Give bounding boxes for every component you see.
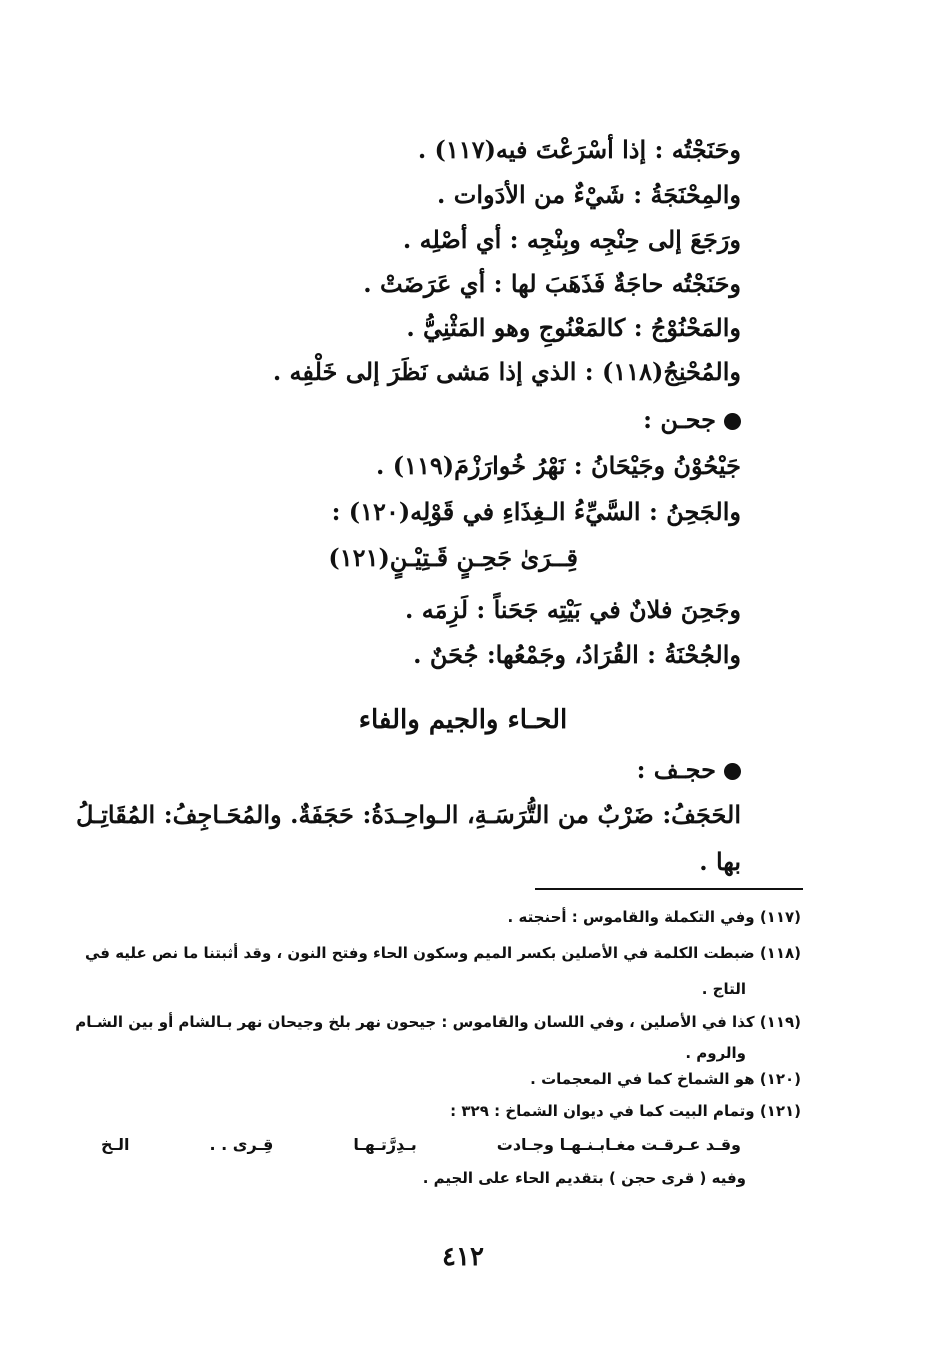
root-heading-hjf xyxy=(637,752,741,788)
verse-part: قِـرى . . xyxy=(209,1135,274,1154)
bullet-icon xyxy=(724,763,741,780)
entry-line: والجَحِنُ : السَّيِّءُ الـغِذَاءِ في قَوْلِه(١٢٠) : xyxy=(331,497,741,526)
entry-line: ورَجَعَ إلى حِنْجِه وبِنْجِه : أي أصْلِه . xyxy=(402,225,741,254)
verse-part: الـخ xyxy=(101,1135,130,1154)
entry-line-justified: الحَجَفُ: ضَرْبٌ من التُّرَسَـةِ، الـواحِـدَةُ: حَجَفَةٌ. والمُحَـاجِفُ: المُقَاتِـلُ xyxy=(76,800,741,829)
poetry-line: قِــرَىٰ جَحِـنٍ قَـتِيْـنٍ(١٢١) xyxy=(328,543,578,572)
entry-line: وحَنَجْتُه حاجَةٌ فَذَهَبَ لها : أي عَرَضَتْ . xyxy=(363,269,741,298)
footnote-continuation: التاج . xyxy=(701,980,746,998)
root-heading-label: جحـن : xyxy=(643,405,716,434)
footnote: (١١٨) ضبطت الكلمة في الأصلين بكسر الميم وسكون الحاء وفتح النون ، وقد أثبتنا ما نص عليه في xyxy=(84,944,801,962)
verse-part: بـدِرَّتـهـا xyxy=(353,1135,417,1154)
entry-line: والجُحْنَةُ : القُرَادُ، وجَمْعُها: جُحَنٌ . xyxy=(413,640,741,669)
footnote: (١٢٠) هو الشماخ كما في المعجمات . xyxy=(530,1070,801,1088)
footnote-verse xyxy=(101,1133,741,1157)
entry-line: والمَحْنُوْجُ : كالمَعْنُوجِ وهو المَثْنِيُّ . xyxy=(406,313,741,342)
root-heading-jhn xyxy=(643,402,741,438)
footnote: وفيه ( قرى حجن ) بتقديم الحاء على الجيم . xyxy=(422,1169,746,1187)
footnote-continuation: والروم . xyxy=(685,1044,746,1062)
footnote: (١١٩) كذا في الأصلين ، وفي اللسان والقاموس : جيحون نهر بلخ وجيحان نهر بـالشام أو بين الشـام xyxy=(75,1013,801,1031)
section-title: الحـاء والجيم والفاء xyxy=(358,705,568,735)
entry-line: بها . xyxy=(699,847,741,876)
bullet-icon xyxy=(724,413,741,430)
footnote-separator xyxy=(535,888,803,890)
root-heading-label: حجـف : xyxy=(636,755,716,784)
footnote: (١١٧) وفي التكملة والقاموس : أحنجته . xyxy=(507,908,801,926)
entry-line: والمِحْنَجَةُ : شَيْءٌ من الأدَوات . xyxy=(437,180,741,209)
entry-line: وجَحِنَ فلانٌ في بَيْتِه جَحَناً : لَزِمَه . xyxy=(405,595,741,624)
entry-line: جَيْحُوْنُ وجَيْحَانُ : نَهْرُ خُوارَزْمَ(١١٩) . xyxy=(375,451,741,480)
footnote: (١٢١) وتمام البيت كما في ديوان الشماخ : ٣٢٩ : xyxy=(450,1102,801,1120)
verse-part: وقـد عـرقـت مغـابـنـهـا وجـادت xyxy=(496,1135,741,1154)
page-number: ٤١٢ xyxy=(442,1242,484,1272)
entry-line: وحَنَجْتُه : إذا أسْرَعْتَ فيه(١١٧) . xyxy=(417,135,741,164)
entry-line: والمُحْنِجُ(١١٨) : الذي إذا مَشى نَظَرَ إلى خَلْفِه . xyxy=(272,357,741,386)
